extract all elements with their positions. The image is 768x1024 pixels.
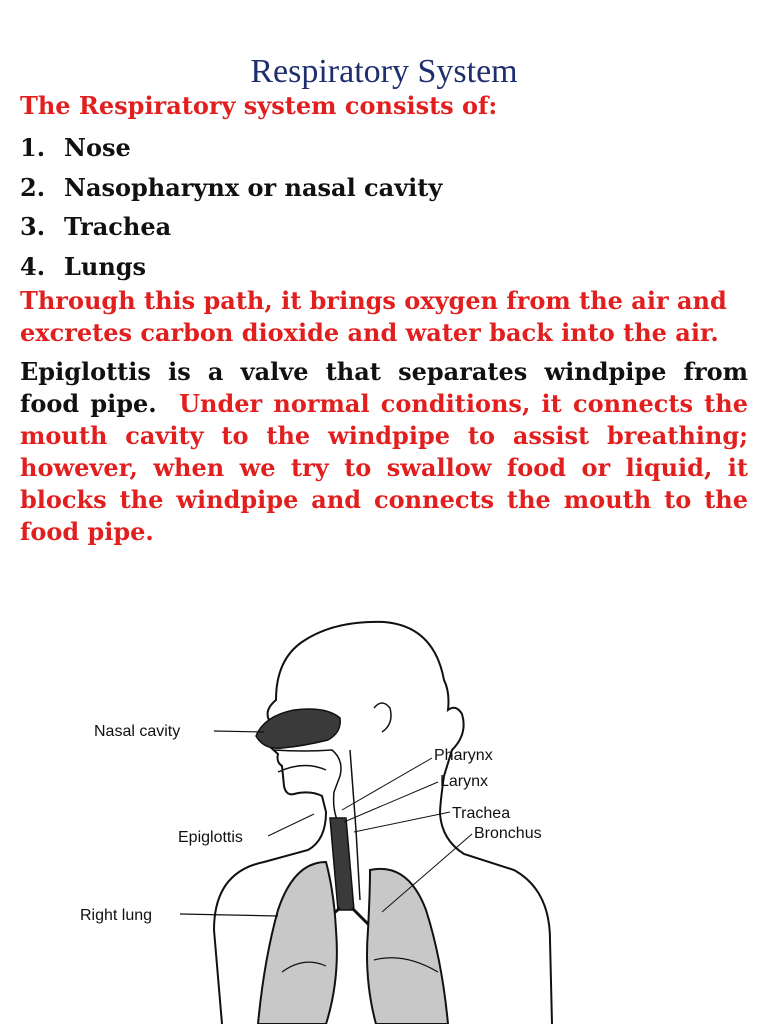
label-nasal-cavity: Nasal cavity	[94, 723, 181, 740]
label-bronchus: Bronchus	[474, 825, 542, 842]
list-label: Trachea	[64, 212, 172, 241]
list-item	[20, 128, 442, 168]
list-number: 3.	[20, 212, 46, 241]
list-number: 2.	[20, 172, 46, 202]
intro-text: The Respiratory system consists of:	[20, 91, 498, 120]
list-item	[20, 207, 442, 247]
epiglottis-paragraph	[20, 356, 748, 548]
list-number: 1.	[20, 133, 46, 162]
list-item	[20, 168, 442, 208]
label-right-lung: Right lung	[80, 907, 153, 924]
label-epiglottis: Epiglottis	[178, 829, 243, 846]
respiratory-diagram	[64, 600, 644, 1024]
path-paragraph: Through this path, it brings oxygen from the air and excretes carbon dioxide and water back into the air.	[20, 286, 727, 347]
label-trachea: Trachea	[452, 805, 511, 822]
list-label: Nasopharynx or nasal cavity	[64, 172, 443, 202]
component-list	[20, 128, 442, 286]
page-title: Respiratory System	[250, 52, 518, 90]
epiglottis-definition: Epiglottis is a valve that separates windpipe from food pipe.	[20, 357, 748, 418]
list-item	[20, 247, 442, 287]
label-larynx: Larynx	[440, 773, 489, 790]
epiglottis-function: Under normal conditions, it connects the mouth cavity to the windpipe to assist breathing; however, when we try to swallow food or liquid, it blocks the windpipe and connects the mouth to the food pipe.	[20, 389, 748, 546]
list-number: 4.	[20, 251, 46, 281]
list-label: Lungs	[64, 251, 147, 281]
list-label: Nose	[64, 133, 131, 162]
label-pharynx: Pharynx	[434, 747, 493, 764]
